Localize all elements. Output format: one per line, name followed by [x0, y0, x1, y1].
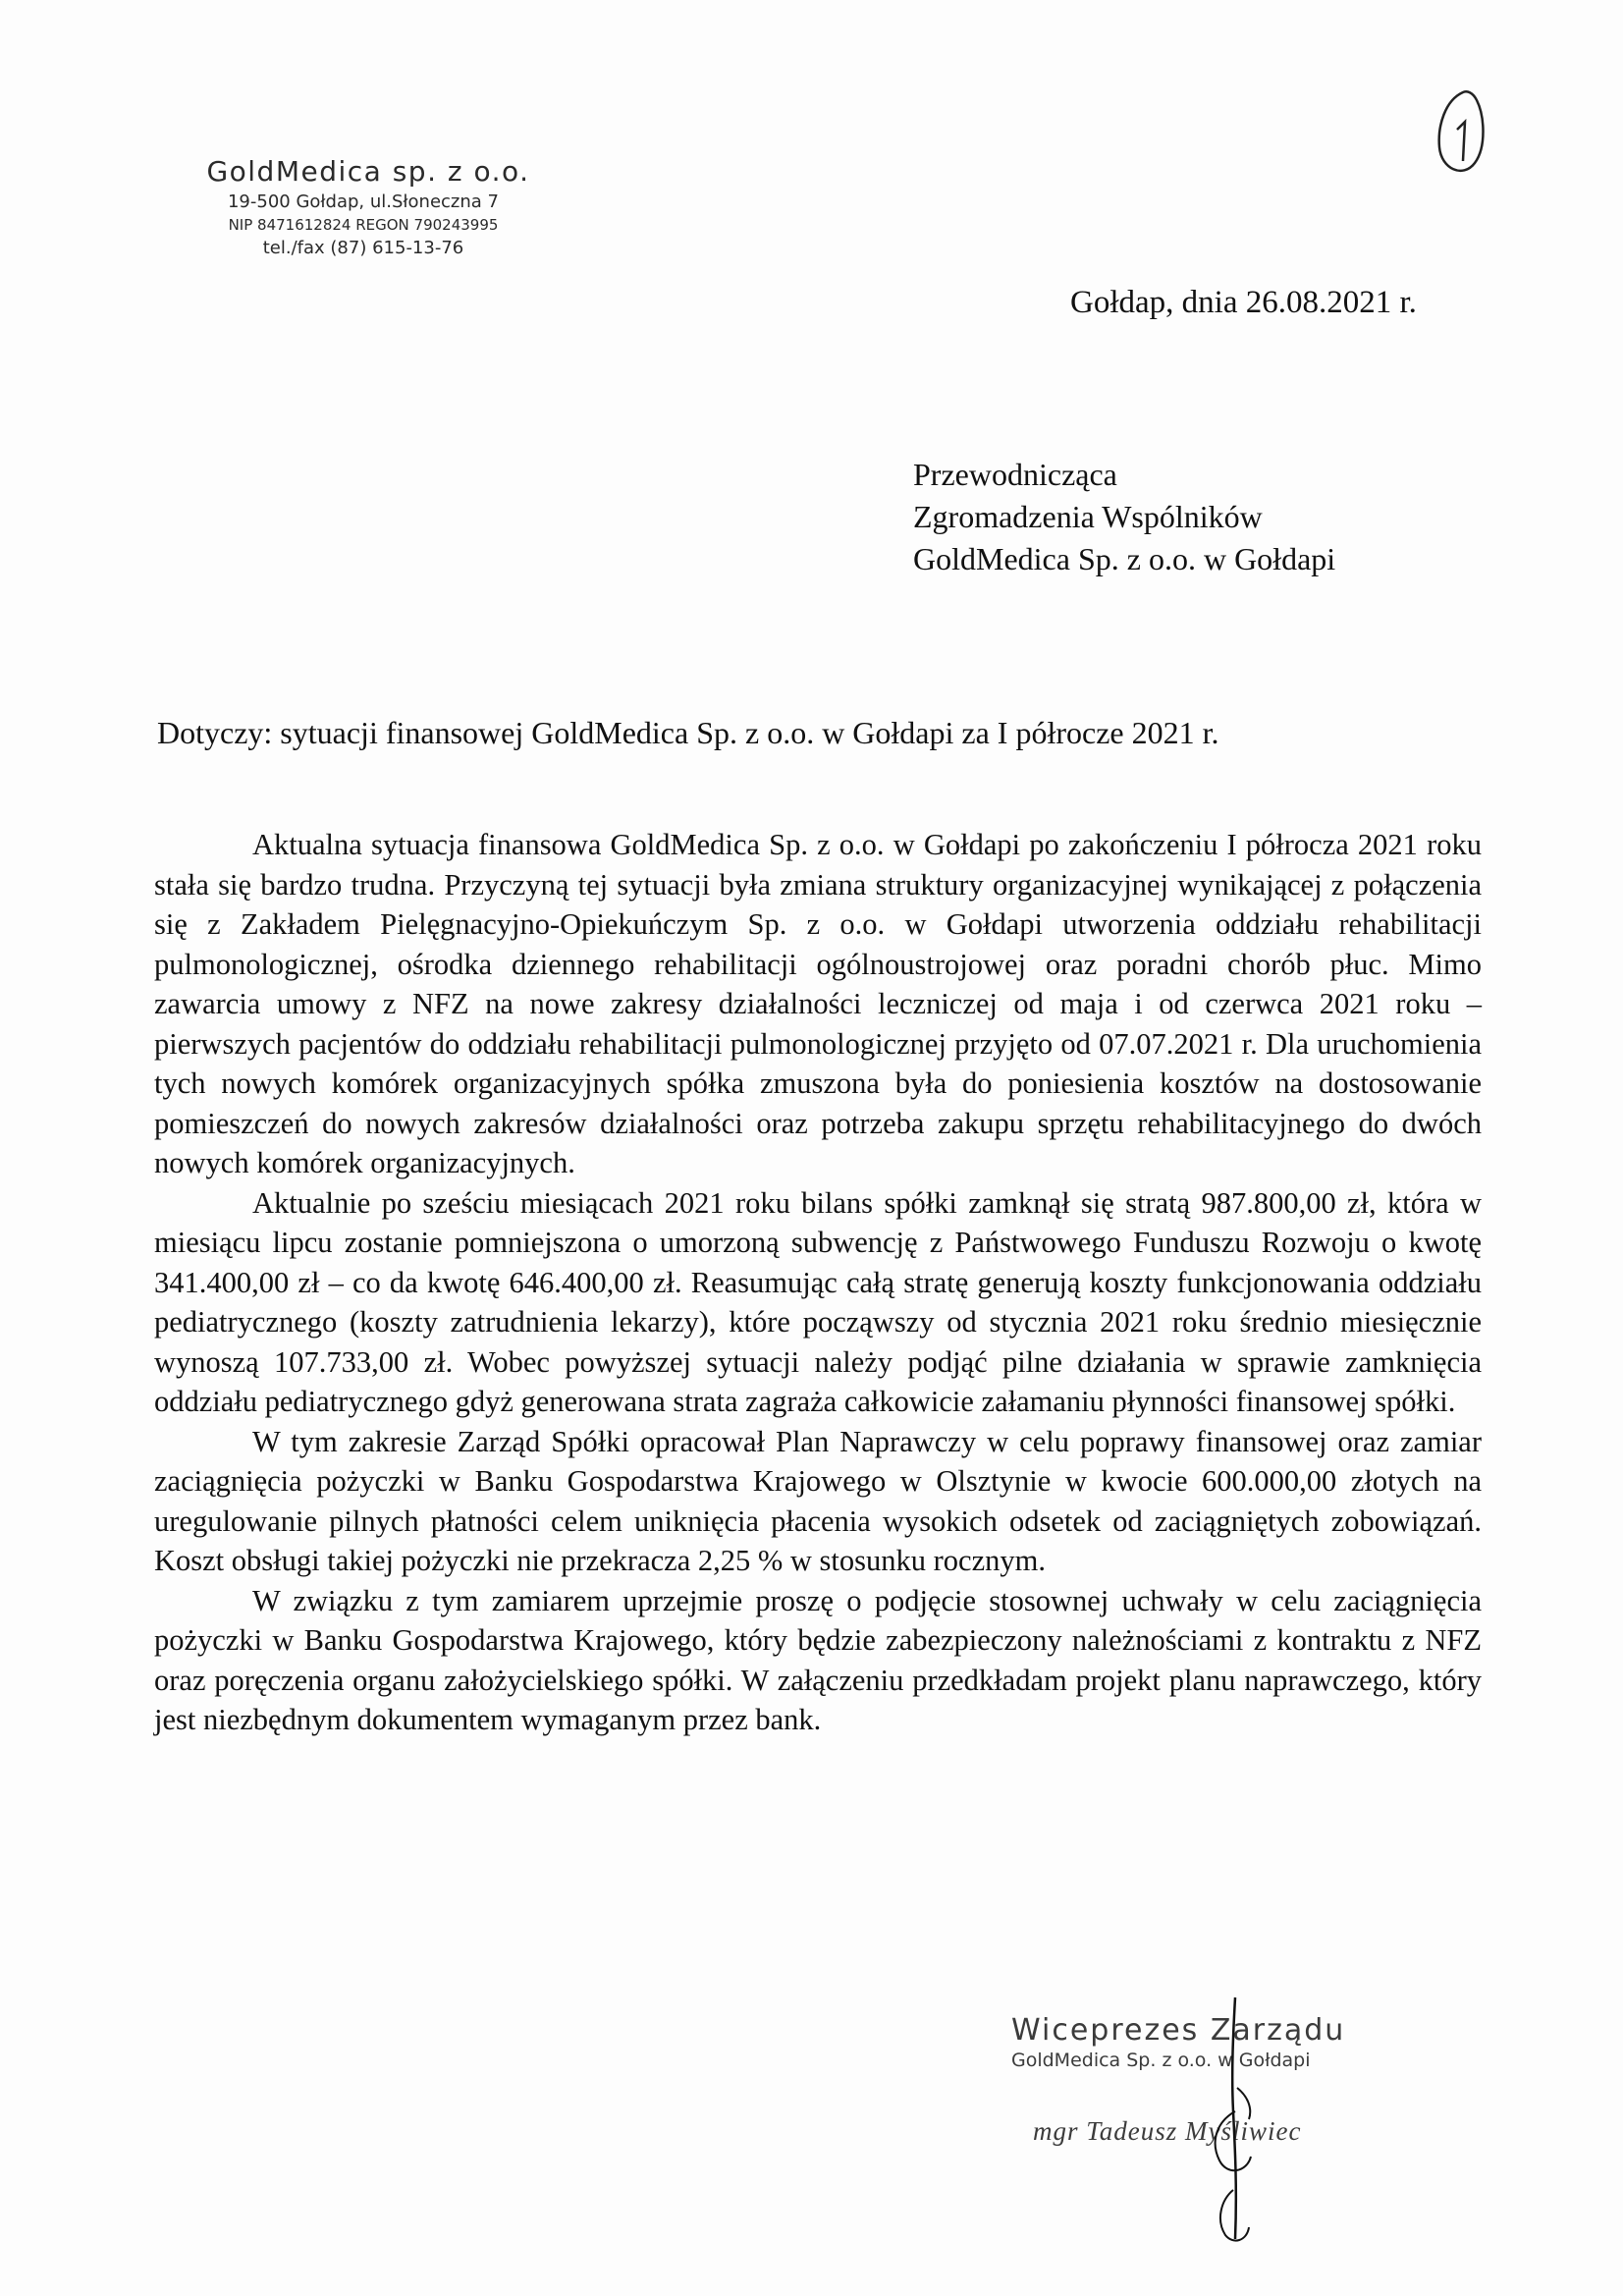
company-phone: tel./fax (87) 615-13-76 [262, 238, 464, 258]
company-header-stamp [157, 155, 569, 258]
company-name: GoldMedica sp. z o.o. [206, 155, 530, 188]
signatory-company: GoldMedica Sp. z o.o. w Gołdapi [1011, 2050, 1311, 2071]
signatory-name: mgr Tadeusz Myśliwiec [1033, 2116, 1302, 2146]
addressee-line: Zgromadzenia Wspólników [913, 499, 1263, 534]
company-ids: NIP 8471612824 REGON 790243995 [228, 216, 499, 234]
signature-scribble-icon [1198, 1994, 1267, 2249]
body-paragraph: W związku z tym zamiarem uprzejmie proszę o podjęcie stosownej uchwały w celu zaciągnięcia pożyczki w Banku Gospodarstwa Krajowego, który będzie zabezpieczony należnościami z kontraktu z NFZ oraz poręczenia organu założycielskiego spółki. W załączeniu przedkładam projekt planu naprawczego, który jest niezbędnym dokumentem wymaganym przez bank. [154, 1583, 1482, 1736]
handwritten-page-number [1434, 86, 1488, 181]
handwritten-signature [1198, 1994, 1267, 2249]
date-line: Gołdap, dnia 26.08.2021 r. [1070, 285, 1417, 320]
addressee-line: GoldMedica Sp. z o.o. w Gołdapi [913, 541, 1336, 576]
signatory-title: Wiceprezes Zarządu [1011, 2013, 1346, 2048]
letter-body [154, 825, 1482, 1740]
page-number-circle-icon [1434, 86, 1488, 181]
addressee-block [913, 454, 1335, 580]
subject-line: Dotyczy: sytuacji finansowej GoldMedica Sp. z o.o. w Gołdapi za I półrocze 2021 r. [157, 715, 1219, 750]
company-address: 19-500 Gołdap, ul.Słoneczna 7 [227, 191, 499, 212]
body-paragraph: W tym zakresie Zarząd Spółki opracował Plan Naprawczy w celu poprawy finansowej oraz zamiar zaciągnięcia pożyczki w Banku Gospodarstwa Krajowego w Olsztynie w kwocie 600.000,00 złotych na uregulowanie pilnych płatności celem uniknięcia płacenia wysokich odsetek od zaciągniętych zobowiązań. Koszt obsługi takiej pożyczki nie przekracza 2,25 % w stosunku rocznym. [154, 1424, 1482, 1577]
body-paragraph: Aktualnie po sześciu miesiącach 2021 roku bilans spółki zamknął się stratą 987.800,00 zł, która w miesiącu lipcu zostanie pomniejszona o umorzoną subwencję z Państwowego Funduszu Rozwoju o kwotę 341.400,00 zł – co da kwotę 646.400,00 zł. Reasumując całą stratę generują koszty funkcjonowania oddziału pediatrycznego (koszty zatrudnienia lekarzy), które począwszy od stycznia 2021 roku średnio miesięcznie wynoszą 107.733,00 zł. Wobec powyższej sytuacji należy podjąć pilne działania w sprawie zamknięcia oddziału pediatrycznego gdyż generowana strata zagraża całkowicie załamaniu płynności finansowej spółki. [154, 1185, 1482, 1418]
addressee-line: Przewodnicząca [913, 457, 1117, 492]
body-paragraph: Aktualna sytuacja finansowa GoldMedica Sp. z o.o. w Gołdapi po zakończeniu I półrocza 2021 roku stała się bardzo trudna. Przyczyną tej sytuacji była zmiana struktury organizacyjnej wynikającej z połączenia się z Zakładem Pielęgnacyjno-Opiekuńczym Sp. z o.o. w Gołdapi utworzenia oddziału rehabilitacji pulmonologicznej, ośrodka dziennego rehabilitacji ogólnoustrojowej oraz poradni chorób płuc. Mimo zawarcia umowy z NFZ na nowe zakresy działalności leczniczej od maja i od czerwca 2021 roku – pierwszych pacjentów do oddziału rehabilitacji pulmonologicznej przyjęto od 07.07.2021 r. Dla uruchomienia tych nowych komórek organizacyjnych spółka zmuszona była do poniesienia kosztów na dostosowanie pomieszczeń do nowych zakresów działalności oraz potrzeba zakupu sprzętu rehabilitacyjnego do dwóch nowych komórek organizacyjnych. [154, 828, 1482, 1179]
